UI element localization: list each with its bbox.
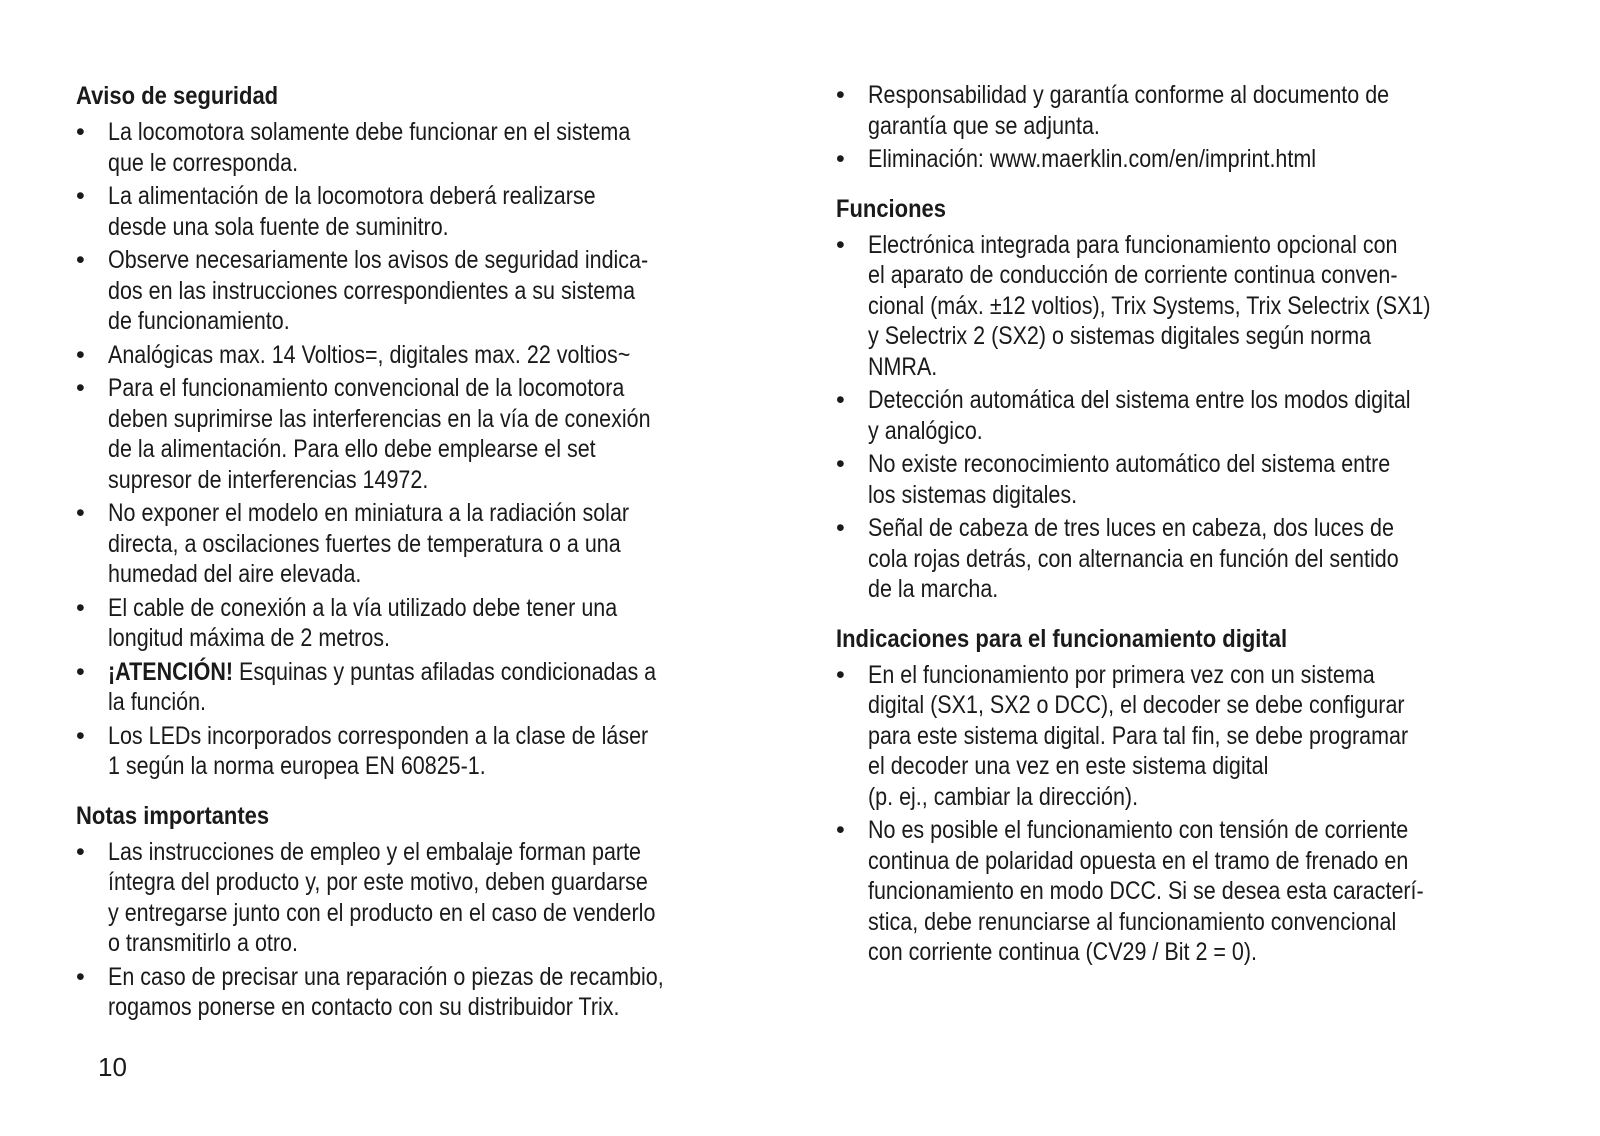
bullet-marker: • xyxy=(836,145,845,173)
item-line: de la alimentación. Para ello debe emplearse el set xyxy=(108,435,596,463)
list-item xyxy=(836,144,1566,175)
item-line: para este sistema digital. Para tal fin, se debe programar xyxy=(868,721,1409,750)
item-line: 1 según la norma europea EN 60825-1. xyxy=(108,752,486,780)
bullet-marker: • xyxy=(836,816,845,844)
item-line: No existe reconocimiento automático del sistema entre xyxy=(868,450,1391,478)
bullet-marker: • xyxy=(836,450,845,478)
item-line: y analógico. xyxy=(868,416,983,445)
item-line: con corriente continua (CV29 / Bit 2 = 0). xyxy=(868,938,1258,966)
item-line: de la marcha. xyxy=(868,575,999,603)
list-item xyxy=(76,181,776,242)
item-line: el aparato de conducción de corriente continua conven- xyxy=(868,261,1398,289)
functions-heading: Funciones xyxy=(836,194,947,223)
item-line: íntegra del producto y, por este motivo, deben guardarse xyxy=(108,868,648,896)
list-item xyxy=(836,513,1566,605)
item-line: garantía que se adjunta. xyxy=(868,111,1100,140)
item-line: Electrónica integrada para funcionamiento opcional con xyxy=(868,230,1398,259)
item-line: En el funcionamiento por primera vez con un sistema xyxy=(868,660,1375,689)
list-item xyxy=(76,498,776,590)
list-item xyxy=(76,245,776,337)
item-line: Analógicas max. 14 Voltios=, digitales max. 22 voltios~ xyxy=(108,340,631,369)
item-line: rogamos ponerse en contacto con su distribuidor Trix. xyxy=(108,993,620,1021)
item-line: Responsabilidad y garantía conforme al documento de xyxy=(868,81,1390,109)
bullet-marker: • xyxy=(76,837,85,866)
item-line: supresor de interferencias 14972. xyxy=(108,465,429,494)
list-item xyxy=(76,721,776,782)
item-line: Para el funcionamiento convencional de la locomotora xyxy=(108,374,625,402)
item-line: Eliminación: www.maerklin.com/en/imprint.html xyxy=(868,145,1317,173)
attention-label: ¡ATENCIÓN! xyxy=(108,657,234,686)
bullet-marker: • xyxy=(76,721,85,750)
item-line-text: Esquinas y puntas afiladas condicionadas a xyxy=(238,657,657,686)
notes-list xyxy=(76,837,776,1023)
item-line: No es posible el funcionamiento con tensión de corriente xyxy=(868,816,1409,844)
item-line: El cable de conexión a la vía utilizado debe tener una xyxy=(108,593,618,622)
digital-heading: Indicaciones para el funcionamiento digital xyxy=(836,624,1288,653)
item-line: desde una sola fuente de suminitro. xyxy=(108,212,449,241)
list-item xyxy=(76,962,776,1023)
item-line: y Selectrix 2 (SX2) o sistemas digitales según norma xyxy=(868,322,1372,350)
item-line: (p. ej., cambiar la dirección). xyxy=(868,782,1139,811)
right-column xyxy=(836,80,1566,986)
bullet-marker: • xyxy=(76,246,85,274)
bullet-marker: • xyxy=(76,962,85,991)
item-line: continua de polaridad opuesta en el tramo de frenado en xyxy=(868,846,1409,875)
list-item xyxy=(76,373,776,495)
item-line: La alimentación de la locomotora deberá realizarse xyxy=(108,182,596,210)
bullet-marker: • xyxy=(836,230,845,259)
item-line: la función. xyxy=(108,688,207,716)
item-line: Los LEDs incorporados corresponden a la clase de láser xyxy=(108,721,649,750)
safety-heading: Aviso de seguridad xyxy=(76,82,279,110)
item-line: digital (SX1, SX2 o DCC), el decoder se debe configurar xyxy=(868,691,1405,719)
item-line: La locomotora solamente debe funcionar en el sistema xyxy=(108,118,631,146)
item-line: Observe necesariamente los avisos de seguridad indica- xyxy=(108,246,649,274)
bullet-marker: • xyxy=(76,118,85,146)
list-item xyxy=(76,657,776,718)
item-line: stica, debe renunciarse al funcionamiento convencional xyxy=(868,907,1397,936)
item-line: los sistemas digitales. xyxy=(868,480,1078,509)
item-line: dos en las instrucciones correspondientes a su sistema xyxy=(108,276,636,305)
bullet-marker: • xyxy=(836,660,845,689)
item-line: Las instrucciones de empleo y el embalaje forman parte xyxy=(108,837,642,866)
bullet-marker: • xyxy=(836,81,845,109)
list-item xyxy=(836,80,1566,141)
list-item xyxy=(836,230,1566,383)
list-item xyxy=(836,449,1566,510)
item-line: deben suprimirse las interferencias en la vía de conexión xyxy=(108,404,651,433)
bullet-marker: • xyxy=(836,514,845,542)
item-line xyxy=(108,657,682,688)
item-line: No exponer el modelo en miniatura a la radiación solar xyxy=(108,499,630,527)
bullet-marker: • xyxy=(76,374,85,402)
item-line: cola rojas detrás, con alternancia en función del sentido xyxy=(868,544,1399,573)
item-line: longitud máxima de 2 metros. xyxy=(108,624,391,652)
item-line: Detección automática del sistema entre los modos digital xyxy=(868,386,1411,414)
safety-list xyxy=(76,117,776,782)
item-line: En caso de precisar una reparación o piezas de recambio, xyxy=(108,962,664,991)
item-line: el decoder una vez en este sistema digital xyxy=(868,752,1269,780)
notes-heading: Notas importantes xyxy=(76,801,270,830)
bullet-marker: • xyxy=(76,340,85,369)
functions-list xyxy=(836,230,1566,605)
item-line: y entregarse junto con el producto en el caso de venderlo xyxy=(108,898,656,927)
bullet-marker: • xyxy=(76,499,85,527)
warranty-list xyxy=(836,80,1566,175)
item-line: directa, a oscilaciones fuertes de temperatura o a una xyxy=(108,529,621,558)
item-line: que le corresponda. xyxy=(108,148,299,177)
page-number: 10 xyxy=(98,1052,127,1082)
item-line: humedad del aire elevada. xyxy=(108,560,362,588)
left-column xyxy=(76,80,776,1041)
item-line: funcionamiento en modo DCC. Si se desea esta caracterí- xyxy=(868,877,1424,905)
list-item xyxy=(76,593,776,654)
item-line: o transmitirlo a otro. xyxy=(108,929,298,957)
list-item xyxy=(76,340,776,371)
digital-list xyxy=(836,660,1566,968)
item-line: Señal de cabeza de tres luces en cabeza, dos luces de xyxy=(868,514,1394,542)
list-item xyxy=(836,385,1566,446)
list-item xyxy=(76,837,776,959)
bullet-marker: • xyxy=(76,657,85,686)
item-line: de funcionamiento. xyxy=(108,307,290,335)
list-item xyxy=(836,815,1566,968)
list-item xyxy=(836,660,1566,813)
bullet-marker: • xyxy=(76,593,85,622)
list-item xyxy=(76,117,776,178)
item-line: NMRA. xyxy=(868,352,938,381)
bullet-marker: • xyxy=(76,182,85,210)
item-line: cional (máx. ±12 voltios), Trix Systems, Trix Selectrix (SX1) xyxy=(868,291,1431,320)
bullet-marker: • xyxy=(836,386,845,414)
